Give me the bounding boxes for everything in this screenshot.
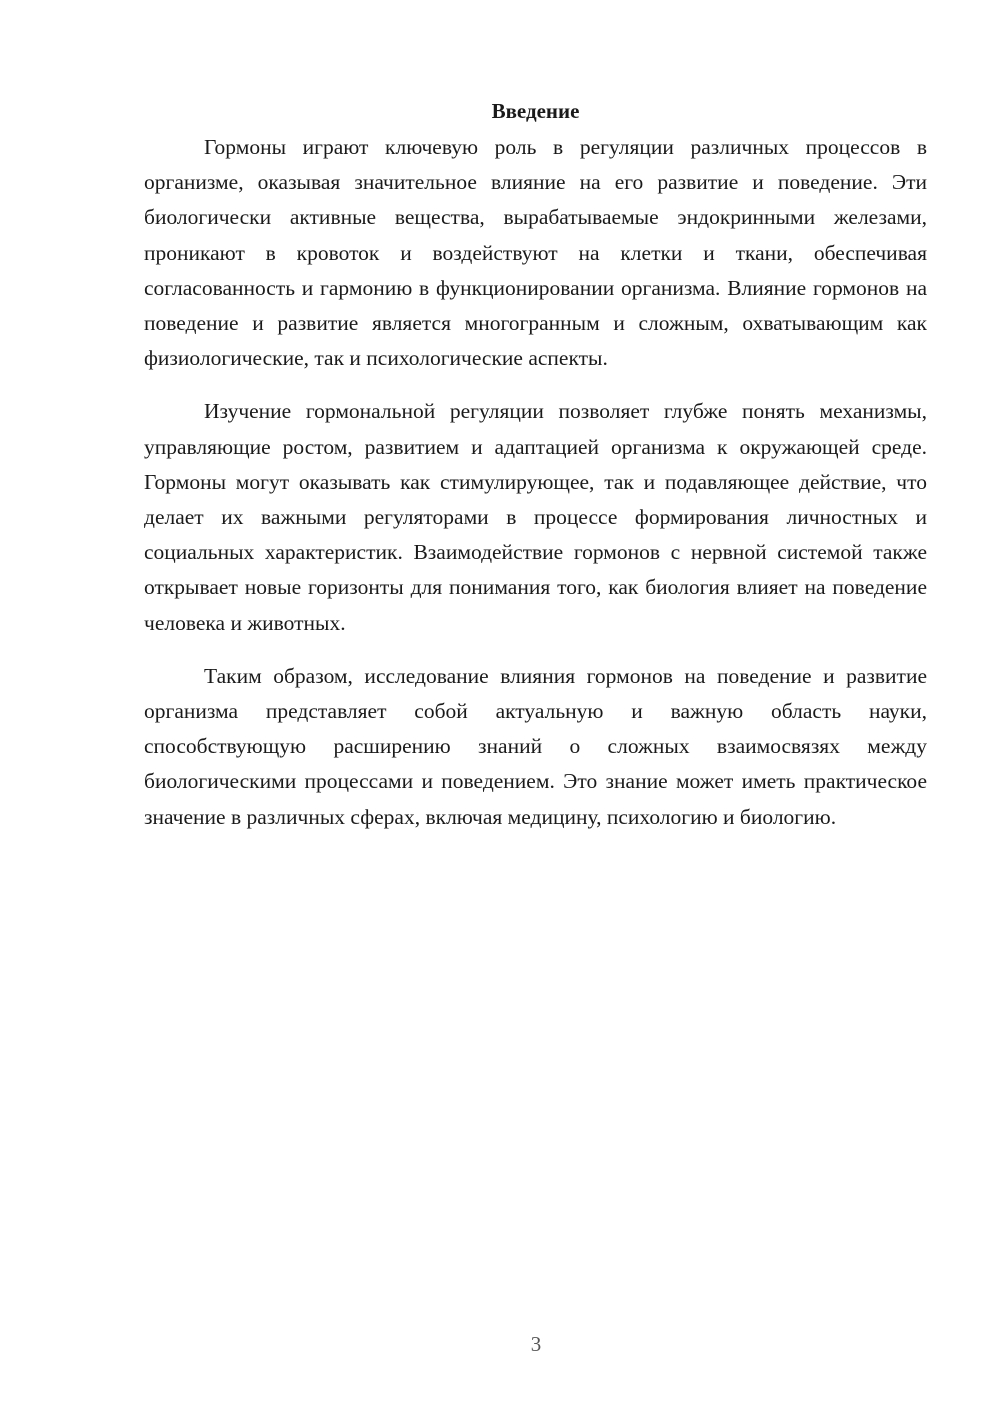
page-number: 3	[530, 1332, 542, 1356]
paragraph-1: Гормоны играют ключевую роль в регуляции различных процессов в организме, оказывая значительное влияние на его развитие и поведение. Эти биологически активные вещества, вырабатываемые эндокринными железами, проникают в кровоток и воздействуют на клетки и ткани, обеспечивая согласованность и гармонию в функционировании организма. Влияние гормонов на поведение и развитие является многогранным и сложным, охватывающим как физиологические, так и психологические аспекты.	[144, 135, 927, 371]
paragraph-3: Таким образом, исследование влияния гормонов на поведение и развитие организма представляет собой актуальную и важную область науки, способствующую расширению знаний о сложных взаимосвязях между биологическими процессами и поведением. Это знание может иметь практическое значение в различных сферах, включая медицину, психологию и биологию.	[144, 663, 927, 829]
page-body	[144, 96, 927, 835]
paragraph-2: Изучение гормональной регуляции позволяет глубже понять механизмы, управляющие ростом, развитием и адаптацией организма к окружающей среде. Гормоны могут оказывать как стимулирующее, так и подавляющее действие, что делает их важными регуляторами в процессе формирования личностных и социальных характеристик. Взаимодействие гормонов с нервной системой также открывает новые горизонты для понимания того, как биология влияет на поведение человека и животных.	[144, 399, 927, 635]
section-heading: Введение	[491, 99, 580, 123]
